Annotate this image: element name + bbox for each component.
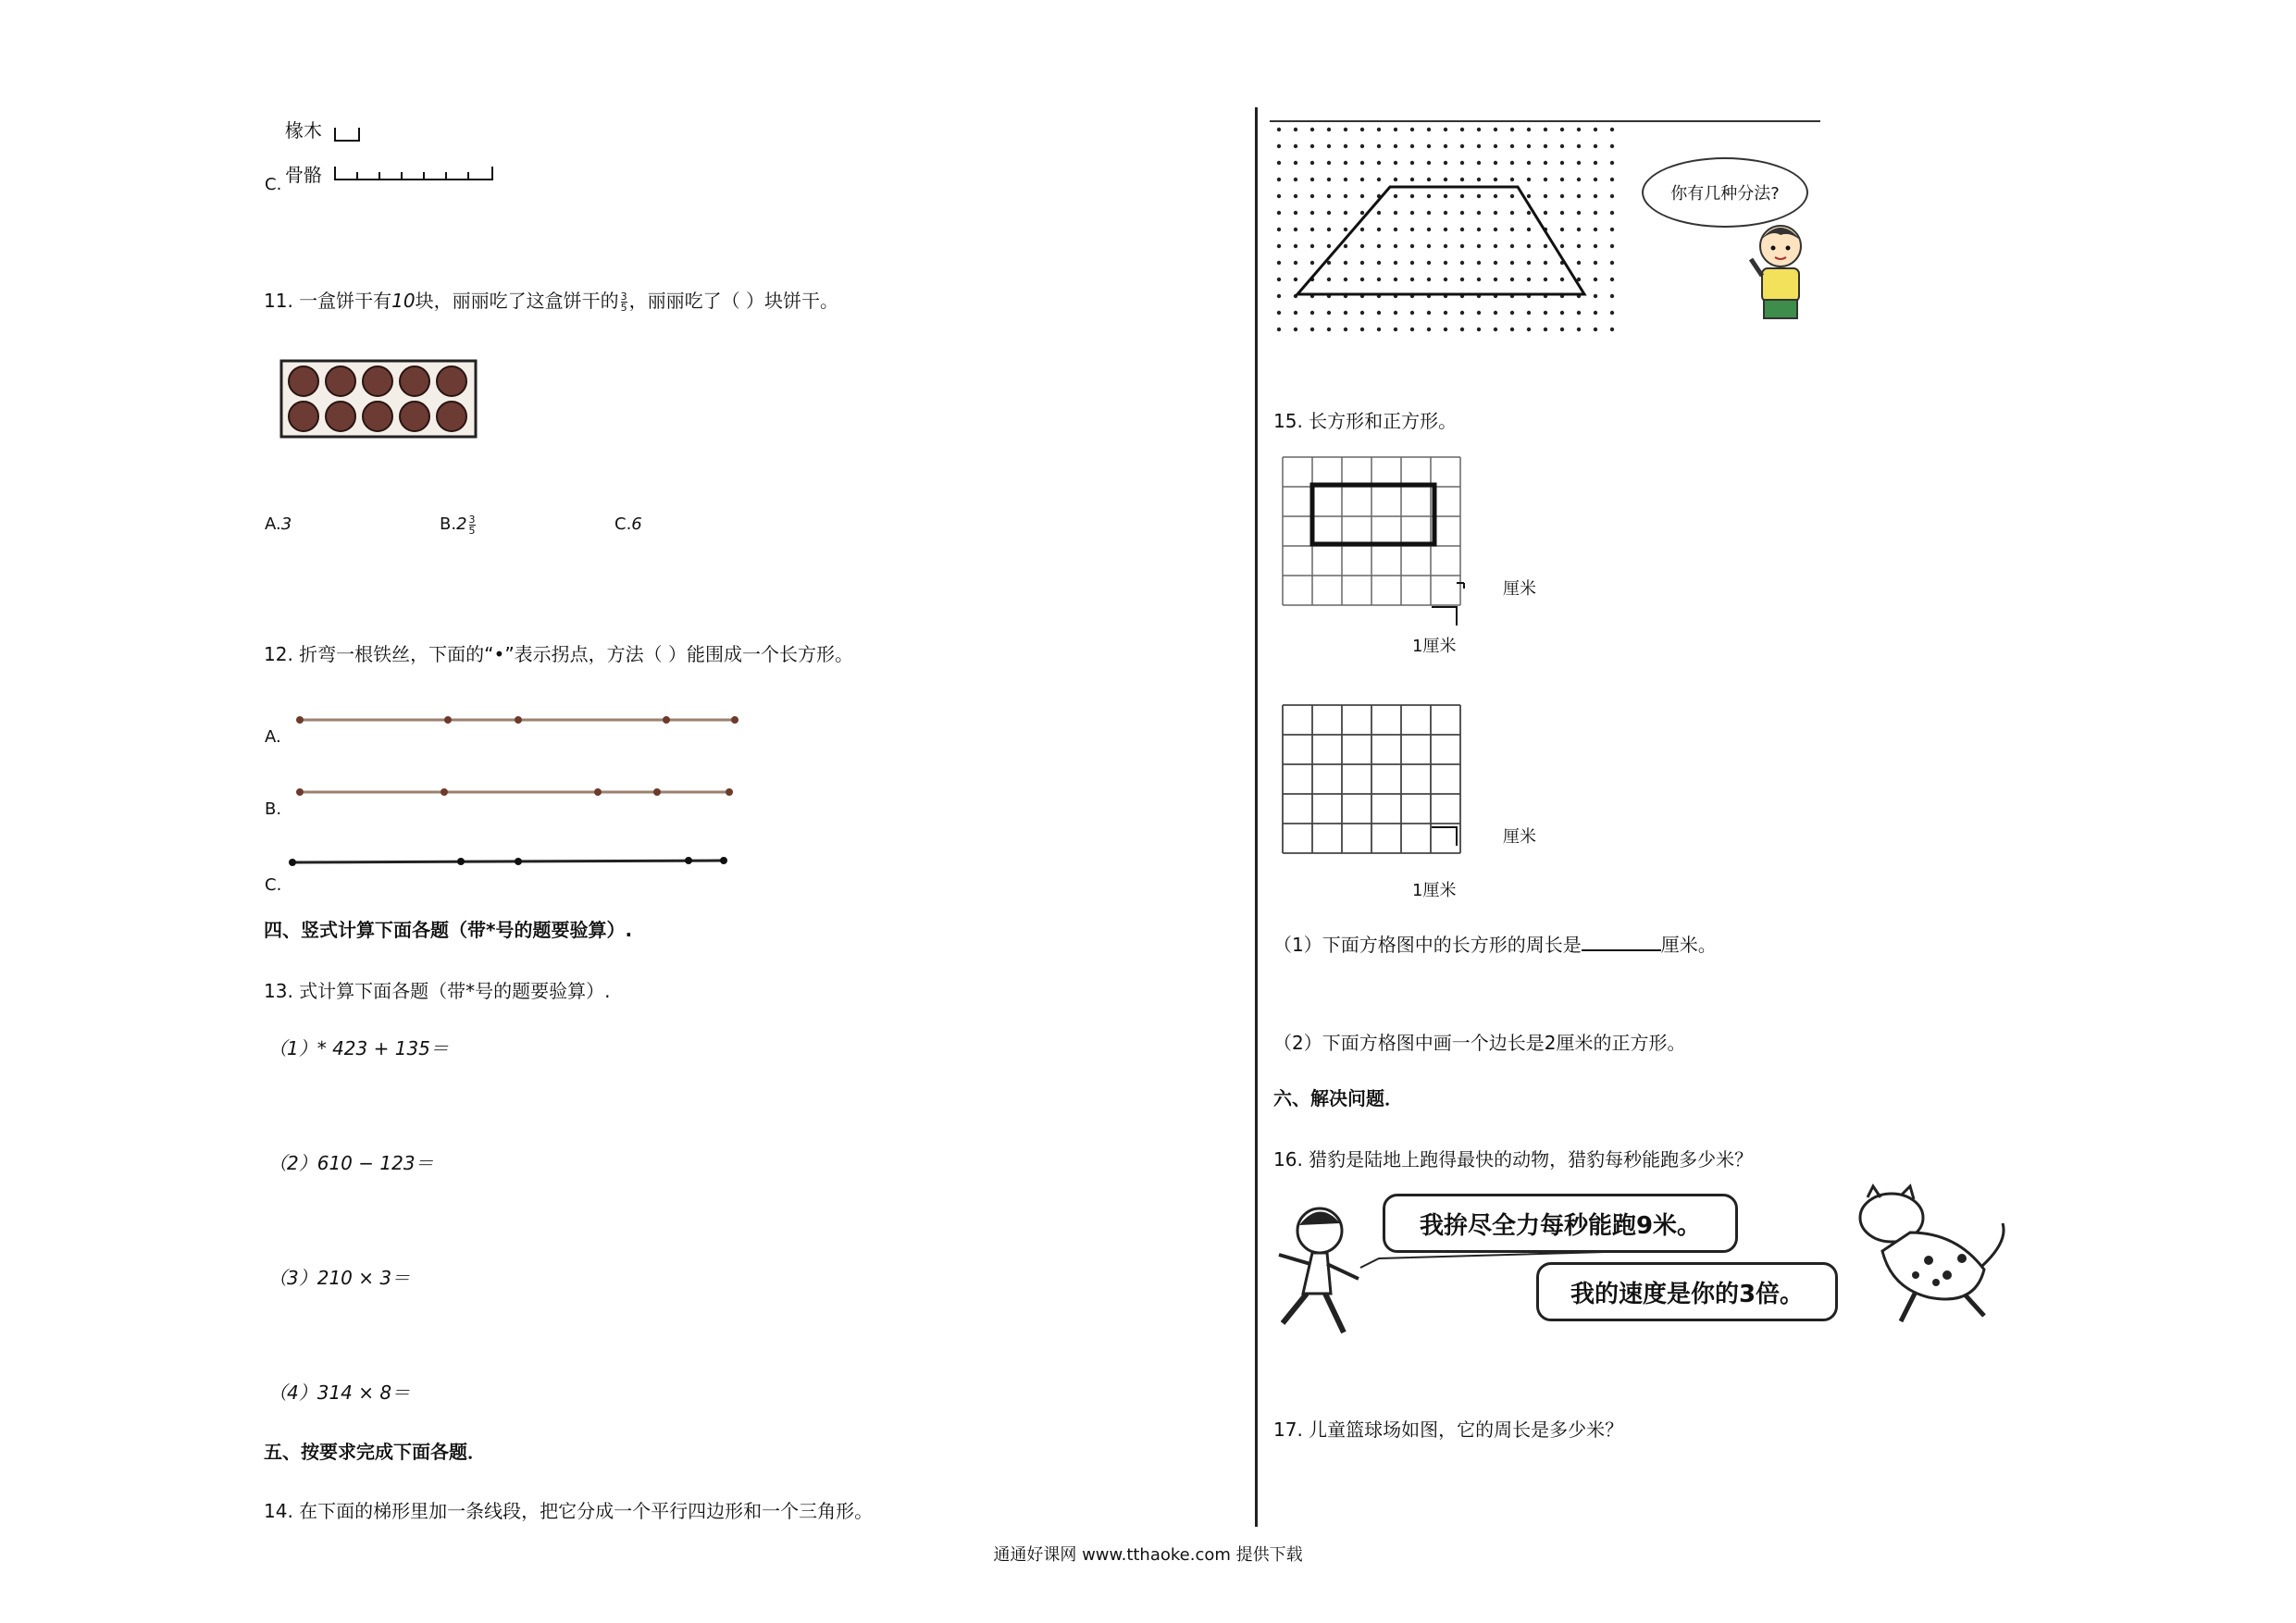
q15-grid1-bottom-unit: 1厘米 bbox=[1412, 637, 1457, 656]
pointer-line bbox=[1360, 1240, 1638, 1277]
q11-option-b: B.2 $\frac{3}{5}$ bbox=[440, 513, 476, 537]
page-footer: 通通好课网 www.tthaoke.com 提供下载 bbox=[993, 1545, 1303, 1565]
boy-thinking-image bbox=[1744, 215, 1818, 335]
q15-grid2-side-unit: 厘米 bbox=[1503, 827, 1536, 847]
cookie bbox=[363, 366, 392, 396]
q15-sub1: （1）下面方格图中的长方形的周长是 厘米。 bbox=[1273, 934, 1717, 956]
q13-item-4: （4）314 × 8＝ bbox=[268, 1381, 411, 1404]
q12-option-b: B. bbox=[265, 799, 282, 819]
cookie bbox=[437, 402, 466, 431]
q17-question: 17. 儿童篮球场如图，它的周长是多少米？ bbox=[1273, 1419, 1624, 1441]
trapezoid-dot-grid bbox=[1272, 122, 1642, 344]
q16-question: 16. 猎豹是陆地上跑得最快的动物，猎豹每秒能跑多少米？ bbox=[1273, 1148, 1754, 1171]
q11-fraction-den: 5 bbox=[620, 302, 627, 314]
boy-speech-bubble: 我拚尽全力每秒能跑9米。 bbox=[1383, 1194, 1738, 1253]
hint-speech-bubble: 你有几种分法? bbox=[1642, 157, 1808, 228]
section4-heading: 四、竖式计算下面各题（带*号的题要验算）. bbox=[264, 919, 633, 941]
cookie bbox=[400, 366, 429, 396]
q15-grid2-bottom-unit: 1厘米 bbox=[1412, 881, 1457, 900]
q11-fraction-num: 3 bbox=[620, 291, 627, 303]
q13-item-2: （2）610 − 123＝ bbox=[268, 1152, 434, 1174]
q13-item-3: （3）210 × 3＝ bbox=[268, 1267, 411, 1289]
cookie bbox=[326, 366, 355, 396]
q13-item-1: （1）* 423 + 135＝ bbox=[268, 1037, 449, 1059]
cookie bbox=[289, 402, 318, 431]
q11-text-a: 一盒饼干有 bbox=[299, 290, 392, 312]
q15-title: 15. 长方形和正方形。 bbox=[1273, 410, 1458, 432]
q11-option-c: C.6 bbox=[614, 514, 642, 534]
q11-text-c: ，丽丽吃了（ ）块饼干。 bbox=[628, 290, 838, 312]
q11-count: 10 bbox=[391, 290, 416, 312]
section5-heading: 五、按要求完成下面各题． bbox=[264, 1441, 486, 1463]
cookie bbox=[289, 366, 318, 396]
q11-number: 11. bbox=[264, 290, 293, 312]
q11-question bbox=[264, 289, 838, 313]
q10-ruler-long bbox=[333, 163, 509, 185]
q12-option-a: A. bbox=[265, 727, 281, 747]
section6-heading: 六、解决问题． bbox=[1273, 1087, 1403, 1109]
q15-answer-blank[interactable] bbox=[1582, 933, 1661, 951]
q11-text-b: 块，丽丽吃了这盒饼干的 bbox=[415, 290, 619, 312]
cookie bbox=[363, 402, 392, 431]
q11-option-a: A.3 bbox=[265, 514, 292, 534]
q15-grid1-side-unit: 厘米 bbox=[1503, 579, 1536, 599]
cookie bbox=[400, 402, 429, 431]
q11-fraction bbox=[621, 291, 627, 313]
q12-wire-diagrams bbox=[287, 705, 768, 890]
cheetah-image bbox=[1827, 1186, 2012, 1325]
q13-question: 13. 式计算下面各题（带*号的题要验算）. bbox=[264, 980, 611, 1002]
q10-label-row1: 椽木 bbox=[285, 119, 322, 142]
q11-option-b-fraction: $\frac{3}{5}$ bbox=[468, 513, 476, 537]
q10-label-row2: 骨骼 bbox=[285, 164, 322, 186]
q12-option-c: C. bbox=[265, 875, 282, 895]
q10-ruler-short bbox=[333, 126, 370, 144]
q14-question: 14. 在下面的梯形里加一条线段，把它分成一个平行四边形和一个三角形。 bbox=[264, 1500, 874, 1522]
q12-question: 12. 折弯一根铁丝，下面的“•”表示拐点，方法（ ）能围成一个长方形。 bbox=[264, 643, 854, 665]
column-divider bbox=[1255, 107, 1258, 1527]
cheetah-speech-bubble: 我的速度是你的3倍。 bbox=[1536, 1262, 1838, 1321]
q15-sub2: （2）下面方格图中画一个边长是2厘米的正方形。 bbox=[1273, 1032, 1686, 1054]
q10-option-c: C. bbox=[265, 175, 282, 194]
cookie bbox=[437, 366, 466, 396]
cookie bbox=[326, 402, 355, 431]
cookie-box-image bbox=[279, 359, 479, 440]
